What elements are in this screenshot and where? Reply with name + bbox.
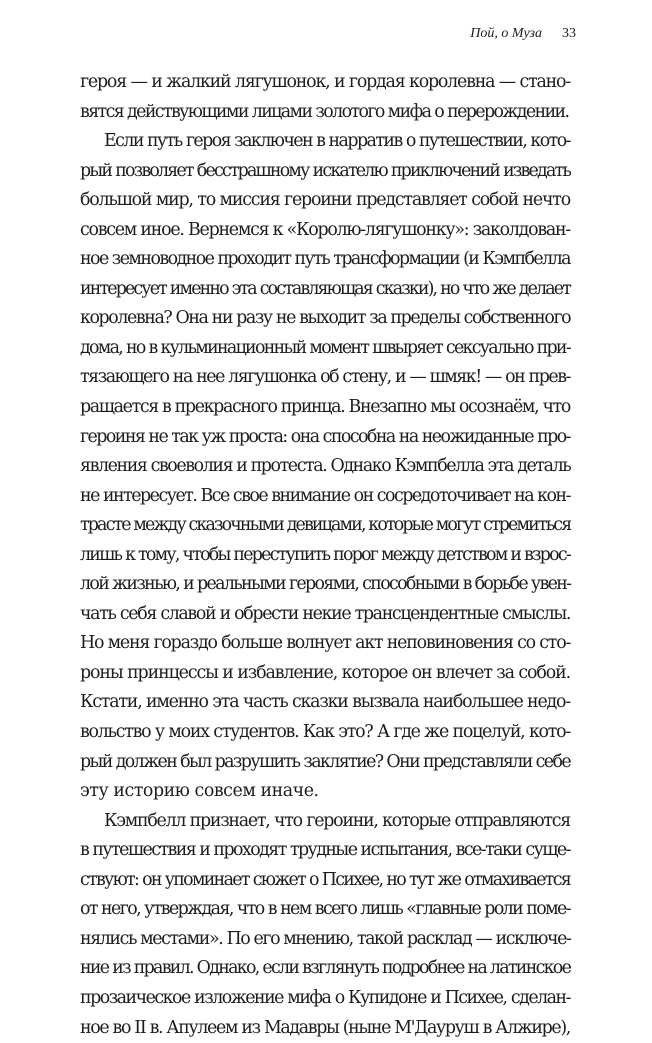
text-line: лой жизнью, и реальными героями, способными в борьбе увен- (80, 570, 570, 600)
running-title: Пой, о Муза (470, 26, 542, 42)
text-line: чать себя славой и обрести некие трансцендентные смыслы. (80, 600, 570, 630)
text-line: Но меня гораздо больше волнует акт неповиновения со сто- (80, 629, 570, 659)
paragraph-3 (80, 807, 570, 1043)
text-line: тязающего на нее лягушонка об стену, и — шмяк! — он прев- (80, 363, 570, 393)
text-line: трасте между сказочными девицами, которые могут стремиться (80, 511, 570, 541)
paragraph-2 (80, 127, 570, 807)
body-text (80, 68, 570, 1043)
text-line: героиня не так уж проста: она способна на неожиданные про- (80, 423, 570, 453)
text-line: лишь к тому, чтобы переступить порог между детством и взрос- (80, 541, 570, 571)
text-line: прозаическое изложение мифа о Купидоне и Психее, сделан- (80, 984, 570, 1014)
text-line: ствуют: он упоминает сюжет о Психее, но тут же отмахивается (80, 866, 570, 896)
text-line: ращается в прекрасного принца. Внезапно мы осознаём, что (80, 393, 570, 423)
text-line: в путешествия и проходят трудные испытания, все-таки суще- (80, 836, 570, 866)
text-line: роны принцессы и избавление, которое он влечет за собой. (80, 659, 570, 689)
page-number: 33 (562, 26, 576, 42)
text-line: королевна? Она ни разу не выходит за пределы собственного (80, 304, 570, 334)
text-line: вятся действующими лицами золотого мифа о перерождении. (80, 98, 570, 128)
text-line: рый позволяет бесстрашному искателю приключений изведать (80, 157, 570, 187)
running-head (0, 26, 652, 46)
text-line: Если путь героя заключен в нарратив о путешествии, кото- (80, 127, 570, 157)
text-line: нялись местами». По его мнению, такой расклад — исключе- (80, 925, 570, 955)
text-line: интересует именно эта составляющая сказки), но что же делает (80, 275, 570, 305)
text-line: не интересует. Все свое внимание он сосредоточивает на кон- (80, 482, 570, 512)
text-line: большой мир, то миссия героини представляет собой нечто (80, 186, 570, 216)
text-line: дома, но в кульминационный момент швыряет сексуально при- (80, 334, 570, 364)
text-line: от него, утверждая, что в нем всего лишь «главные роли поме- (80, 895, 570, 925)
text-line: героя — и жалкий лягушонок, и гордая королевна — стано- (80, 68, 570, 98)
text-line: явления своеволия и протеста. Однако Кэмпбелла эта деталь (80, 452, 570, 482)
text-line: вольство у моих студентов. Как это? А где же поцелуй, кото- (80, 718, 570, 748)
text-line: совсем иное. Вернемся к «Королю-лягушонку»: заколдован- (80, 216, 570, 246)
text-line: рый должен был разрушить заклятие? Они представляли себе (80, 748, 570, 778)
text-line: ное во II в. Апулеем из Мадавры (ныне М'Дауруш в Алжире), (80, 1014, 570, 1043)
text-line: Кэмпбелл признает, что героини, которые отправляются (80, 807, 570, 837)
text-line: эту историю совсем иначе. (80, 777, 570, 807)
paragraph-1 (80, 68, 570, 127)
text-line: ное земноводное проходит путь трансформации (и Кэмпбелла (80, 245, 570, 275)
text-line: ние из правил. Однако, если взглянуть подробнее на латинское (80, 954, 570, 984)
text-line: Кстати, именно эта часть сказки вызвала наибольшее недо- (80, 688, 570, 718)
